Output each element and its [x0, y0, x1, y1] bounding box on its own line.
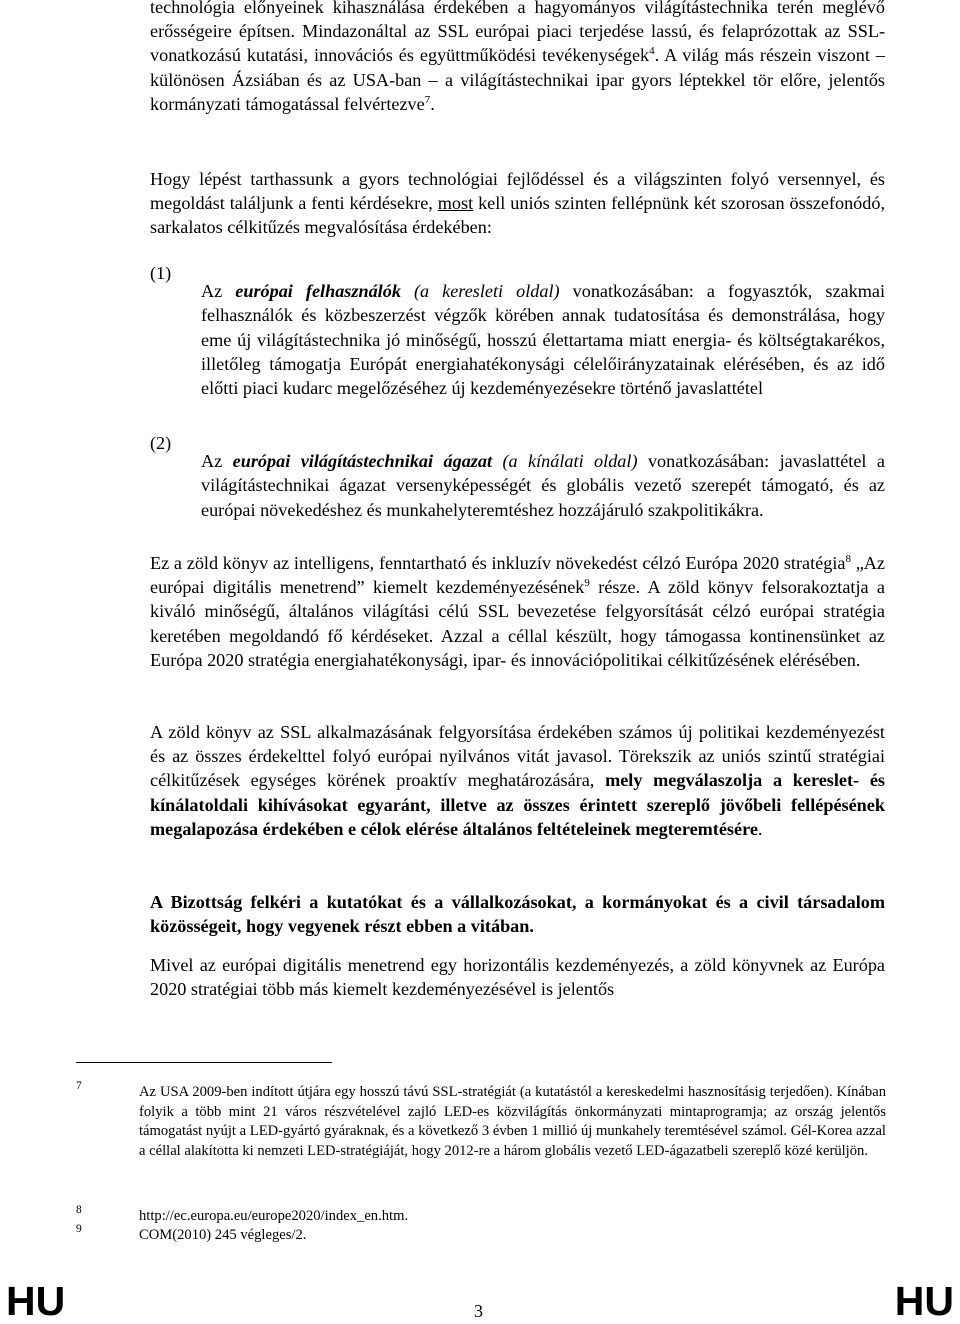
list-item — [150, 261, 885, 418]
footnote-text: COM(2010) 245 végleges/2. — [139, 1227, 307, 1243]
footnote-number: 8 — [76, 1204, 82, 1216]
language-code-left: HU — [6, 1278, 66, 1324]
list-number: (1) — [150, 263, 172, 283]
footnote-separator — [76, 1062, 332, 1063]
footnote — [76, 1223, 886, 1246]
footnote-link[interactable]: http://ec.europa.eu/europe2020/index_en.htm. — [139, 1208, 409, 1224]
footnote-ref-9: 9 — [584, 577, 590, 590]
footnote-number: 7 — [76, 1080, 82, 1092]
list-item — [150, 431, 885, 540]
footnote-number: 9 — [76, 1223, 82, 1235]
footnote — [76, 1080, 886, 1161]
paragraph-europe-2020: Ez a zöld könyv az intelligens, fenntartható és inkluzív növekedést célzó Európa 2020 stratégia$^8$ „Az európai digitális menetrend” kiemelt kezdeményezésének$^9$ része. A zöld könyv felsorakoztatja a kiváló minőségű, általános világítási célú SSL bevezetése felgyorsítását célzó európai stratégia keretében megoldandó fő kérdéseket. Azzal a céllal készült, hogy támogassa kontinensünket az Európa 2020 stratégia energiahatékonysági, ipar- és innovációpolitikai célkitűzésének elérésében. — [150, 552, 885, 670]
paragraph-objectives: Hogy lépést tarthassunk a gyors technológiai fejlődéssel és a világszinten folyó versennyel, és megoldást találjunk a fenti kérdésekre, most kell uniós szinten fellépnünk két szorosan összefonódó, sarkalatos célkitűzés megvalósítása érdekében: — [150, 169, 885, 238]
page-number: 3 — [474, 1301, 483, 1321]
emphasis-now: most — [437, 193, 474, 214]
paragraph-policy-initiatives: A zöld könyv az SSL alkalmazásának felgyorsítása érdekében számos új politikai kezdeményezést és az összes érdekelttel folyó európai nyilvános vitát javasol. Törekszik az uniós szintű stratégiai célkitűzések egységes körének proaktív meghatározására, mely megválaszolja a kereslet- és kínálatoldali kihívásokat egyaránt, illetve az összes érintett szereplő jövőbeli fellépésének megalapozása érdekében e célok elérése általános feltételeinek megteremtésére. — [150, 722, 885, 839]
paragraph-commission-invitation: A Bizottság felkéri a kutatókat és a vállalkozásokat, a kormányokat és a civil társadalom közösségeit, hogy vegyenek részt ebben a vitában. — [150, 892, 885, 937]
footnote-text: Az USA 2009-ben indított útjára egy hosszú távú SSL-stratégiát (a kutatástól a kereskedelmi hasznosításig terjedően). Kínában folyik a több mint 21 város részvételével zajló LED-es közvilágítás önkormányzati mintaprogramja; az ország jelentős támogatást nyújt a LED-gyártó gyáraknak, és a következő 3 évben 1 millió új munkahely teremtésével számol. Gél-Korea azzal a céllal alakította ki nemzeti LED-stratégiáját, hogy 2012-re a három globális vezető LED-ágazatbeli szereplő közé kerüljön. — [139, 1084, 886, 1159]
footnote-ref-8: 8 — [845, 552, 851, 565]
footnote-ref-4: 4 — [649, 45, 655, 58]
footnote-ref-7: 7 — [424, 93, 431, 106]
list-item-text: Az európai világítástechnikai ágazat (a kínálati oldal) vonatkozásában: javaslattétel a világítástechnikai ágazat versenyképességét és globális vezető szerepét támogató, és az európai növekedéshez és munkahelyteremtéshez hozzájáruló szakpolitikákra. — [201, 451, 885, 520]
language-code-right: HU — [894, 1278, 954, 1324]
paragraph-intro-continuation: technológia előnyeinek kihasználása érdekében a hagyományos világítástechnika terén meglévő erősségeire építsen. Mindazonáltal az SSL európai piaci terjedése lassú, és felaprózottak az SSL-vonatkozású kutatási, innovációs és együttműködési tevékenységek$^4$. A világ más részein viszont – különösen Ázsiában és az USA-ban – a világítástechnikai ipar gyors léptekkel tör előre, jelentős kormányzati támogatással felvértezve$^7$. — [150, 0, 886, 114]
list-item-text: Az európai felhasználók (a keresleti oldal) vonatkozásában: a fogyasztók, szakmai felhasználók és közbeszerzést végzők körében annak tudatosítása és demonstrálása, hogy eme új világítástechnika jó minőségű, hosszú élettartama miatt energia- és költségtakarékos, illetőleg támogatja Európát energiahatékonysági célelőirányzatainak elérésében, és az idő előtti piaci kudarc megelőzéséhez új kezdeményezésekre történő javaslattétel — [201, 281, 885, 398]
footnote — [76, 1204, 886, 1227]
paragraph-digital-agenda: Mivel az európai digitális menetrend egy horizontális kezdeményezés, a zöld könyvnek az Európa 2020 stratégiai több más kiemelt kezdeményezésével is jelentős — [150, 955, 885, 1000]
list-number: (2) — [150, 433, 172, 453]
